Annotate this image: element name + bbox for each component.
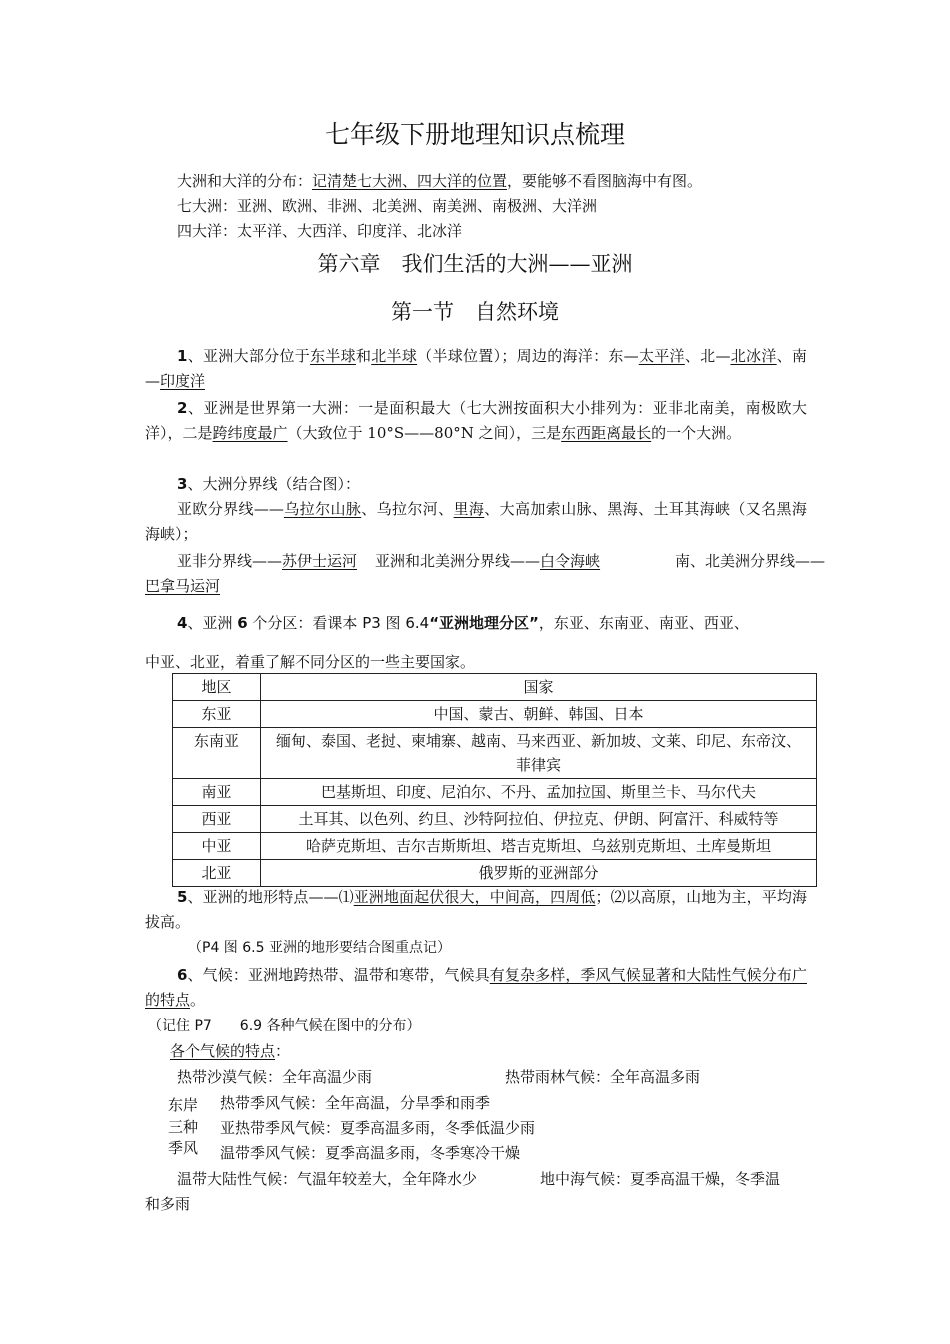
text: 、大洲分界线（结合图）： — [187, 475, 360, 493]
text: 、亚洲的地形特点——⑴ — [187, 888, 354, 906]
temperate-monsoon: 温带季风气候：夏季高温多雨，冬季寒冷干燥 — [220, 1144, 521, 1162]
table-row — [173, 728, 817, 779]
tropical-monsoon: 热带季风气候：全年高温，分旱季和雨季 — [220, 1094, 491, 1112]
region-cell: 南亚 — [173, 779, 261, 806]
bold-term: “亚洲地理分区” — [429, 614, 539, 632]
region-cell: 东亚 — [173, 701, 261, 728]
intro-continents: 七大洲：亚洲、欧洲、非洲、北美洲、南美洲、南极洲、大洋洲 — [177, 197, 598, 215]
mediterranean-climate: 地中海气候：夏季高温干燥，冬季温 — [540, 1170, 781, 1188]
text: 、乌拉尔河、 — [361, 500, 454, 518]
text: 和 — [355, 347, 372, 365]
paragraph-3-heading — [177, 472, 360, 497]
intro-oceans: 四大洋：太平洋、大西洋、印度洋、北冰洋 — [177, 222, 463, 240]
text: 个分区：看课本 P3 图 6.4 — [247, 614, 430, 632]
region-cell: 北亚 — [173, 860, 261, 887]
table-row — [173, 701, 817, 728]
heading-text: 各个气候的特点 — [170, 1042, 276, 1060]
paragraph-1 — [145, 344, 807, 394]
text: 、南— — [145, 347, 807, 390]
key-term: 巴拿马运河 — [145, 577, 221, 595]
section-heading: 第一节 自然环境 — [391, 300, 559, 324]
key-term: 北半球 — [371, 347, 418, 365]
table-row — [173, 806, 817, 833]
regions-table — [172, 673, 817, 887]
key-term: 乌拉尔山脉 — [283, 500, 362, 518]
table-row — [173, 779, 817, 806]
monsoon-side-label-1: 东岸 — [168, 1096, 199, 1114]
key-term: 白令海峡 — [540, 552, 601, 570]
text: 、亚洲是世界第一大洲：一是面积最大（七大洲按面积大小排列为：亚非北南美，南极欧大洋），二是 — [145, 399, 807, 442]
item-number: 1 — [177, 347, 188, 365]
intro-underlined: 记清楚七大洲、四大洋的位置 — [312, 172, 508, 190]
boundary-line-2 — [177, 549, 600, 574]
text: （半球位置）；周边的海洋：东— — [417, 347, 639, 365]
text: 、大高加索山脉、黑海、土耳其海峡（又名黑海海峡）； — [145, 500, 807, 543]
text: ，东亚、东南亚、南亚、西亚、 — [538, 614, 749, 632]
table-header-row — [173, 674, 817, 701]
paragraph-2 — [145, 396, 807, 446]
key-term: 里海 — [453, 500, 485, 518]
key-term: 北冰洋 — [730, 347, 777, 365]
table-row — [173, 833, 817, 860]
text: ： — [275, 1042, 291, 1060]
countries-cell: 中国、蒙古、朝鲜、韩国、日本 — [261, 701, 817, 728]
region-cell: 中亚 — [173, 833, 261, 860]
intro-line-1 — [177, 170, 702, 192]
item-number: 4 — [177, 614, 188, 632]
item-number: 5 — [177, 888, 188, 906]
text: 、气候：亚洲地跨热带、温带和寒带，气候具 — [187, 966, 490, 984]
table-row — [173, 860, 817, 887]
intro-text: 大洲和大洋的分布： — [177, 172, 313, 190]
countries-cell: 土耳其、以色列、约旦、沙特阿拉伯、伊拉克、伊朗、阿富汗、科威特等 — [261, 806, 817, 833]
key-term: 跨纬度最广 — [212, 424, 288, 442]
text: ；⑵以高原，山地为主，平均海拔高。 — [145, 888, 807, 931]
chapter-heading: 第六章 我们生活的大洲——亚洲 — [317, 252, 633, 276]
subtropical-monsoon: 亚热带季风气候：夏季高温多雨，冬季低温少雨 — [220, 1119, 536, 1137]
key-term: 东半球 — [310, 347, 356, 365]
text: 、北— — [684, 347, 731, 365]
countries-cell: 缅甸、泰国、老挝、柬埔寨、越南、马来西亚、新加坡、文莱、印尼、东帝汶、菲律宾 — [261, 728, 817, 779]
key-term: 印度洋 — [160, 372, 206, 390]
text: （大致位于 10°S——80°N 之间），三是 — [287, 424, 562, 442]
countries-cell: 哈萨克斯坦、吉尔吉斯斯坦、塔吉克斯坦、乌兹别克斯坦、土库曼斯坦 — [261, 833, 817, 860]
bold-number: 6 — [237, 614, 248, 632]
climate-map-note: （记住 P7 6.9 各种气候在图中的分布） — [148, 1018, 421, 1034]
region-cell: 西亚 — [173, 806, 261, 833]
text: 、亚洲大部分位于 — [187, 347, 311, 365]
column-header: 地区 — [173, 674, 261, 701]
region-cell: 东南亚 — [173, 728, 261, 779]
key-term: 苏伊士运河 — [282, 552, 358, 570]
text: 亚欧分界线—— — [177, 500, 284, 518]
paragraph-5 — [145, 885, 807, 935]
paragraph-5-note: （P4 图 6.5 亚洲的地形要结合图重点记） — [188, 940, 451, 956]
column-header: 国家 — [261, 674, 817, 701]
item-number: 3 — [177, 475, 188, 493]
item-number: 2 — [177, 399, 188, 417]
key-term: 东西距离最长 — [561, 424, 652, 442]
americas-boundary-value — [145, 574, 220, 599]
continental-climate: 温带大陆性气候：气温年较差大，全年降水少 — [177, 1170, 478, 1188]
climate-features-heading — [170, 1039, 290, 1064]
document-title: 七年级下册地理知识点梳理 — [324, 120, 625, 149]
paragraph-4 — [177, 611, 749, 636]
intro-text-end: ，要能够不看图脑海中有图。 — [507, 172, 703, 190]
desert-climate: 热带沙漠气候：全年高温少雨 — [177, 1068, 373, 1086]
text: 的一个大洲。 — [651, 424, 742, 442]
eurasia-boundary — [145, 497, 807, 547]
key-term: 亚洲地面起伏很大，中间高，四周低 — [353, 888, 596, 906]
countries-cell: 俄罗斯的亚洲部分 — [261, 860, 817, 887]
monsoon-side-label-3: 季风 — [168, 1139, 199, 1157]
countries-cell: 巴基斯坦、印度、尼泊尔、不丹、孟加拉国、斯里兰卡、马尔代夫 — [261, 779, 817, 806]
mediterranean-climate-cont: 和多雨 — [145, 1195, 191, 1213]
key-term: 有复杂多样，季风气候显著和大陆性气候分布广的特点 — [145, 966, 807, 1009]
item-number: 6 — [177, 966, 188, 984]
text: 。 — [190, 991, 206, 1009]
paragraph-4-cont: 中亚、北亚，着重了解不同分区的一些主要国家。 — [145, 653, 476, 671]
americas-boundary-label: 南、北美洲分界线—— — [675, 552, 826, 570]
monsoon-side-label-2: 三种 — [168, 1118, 199, 1136]
paragraph-6 — [145, 963, 807, 1013]
text: 亚洲和北美洲分界线—— — [375, 552, 541, 570]
key-term: 太平洋 — [638, 347, 685, 365]
rainforest-climate: 热带雨林气候：全年高温多雨 — [505, 1068, 701, 1086]
text: 、亚洲 — [187, 614, 238, 632]
text: 亚非分界线—— — [177, 552, 283, 570]
